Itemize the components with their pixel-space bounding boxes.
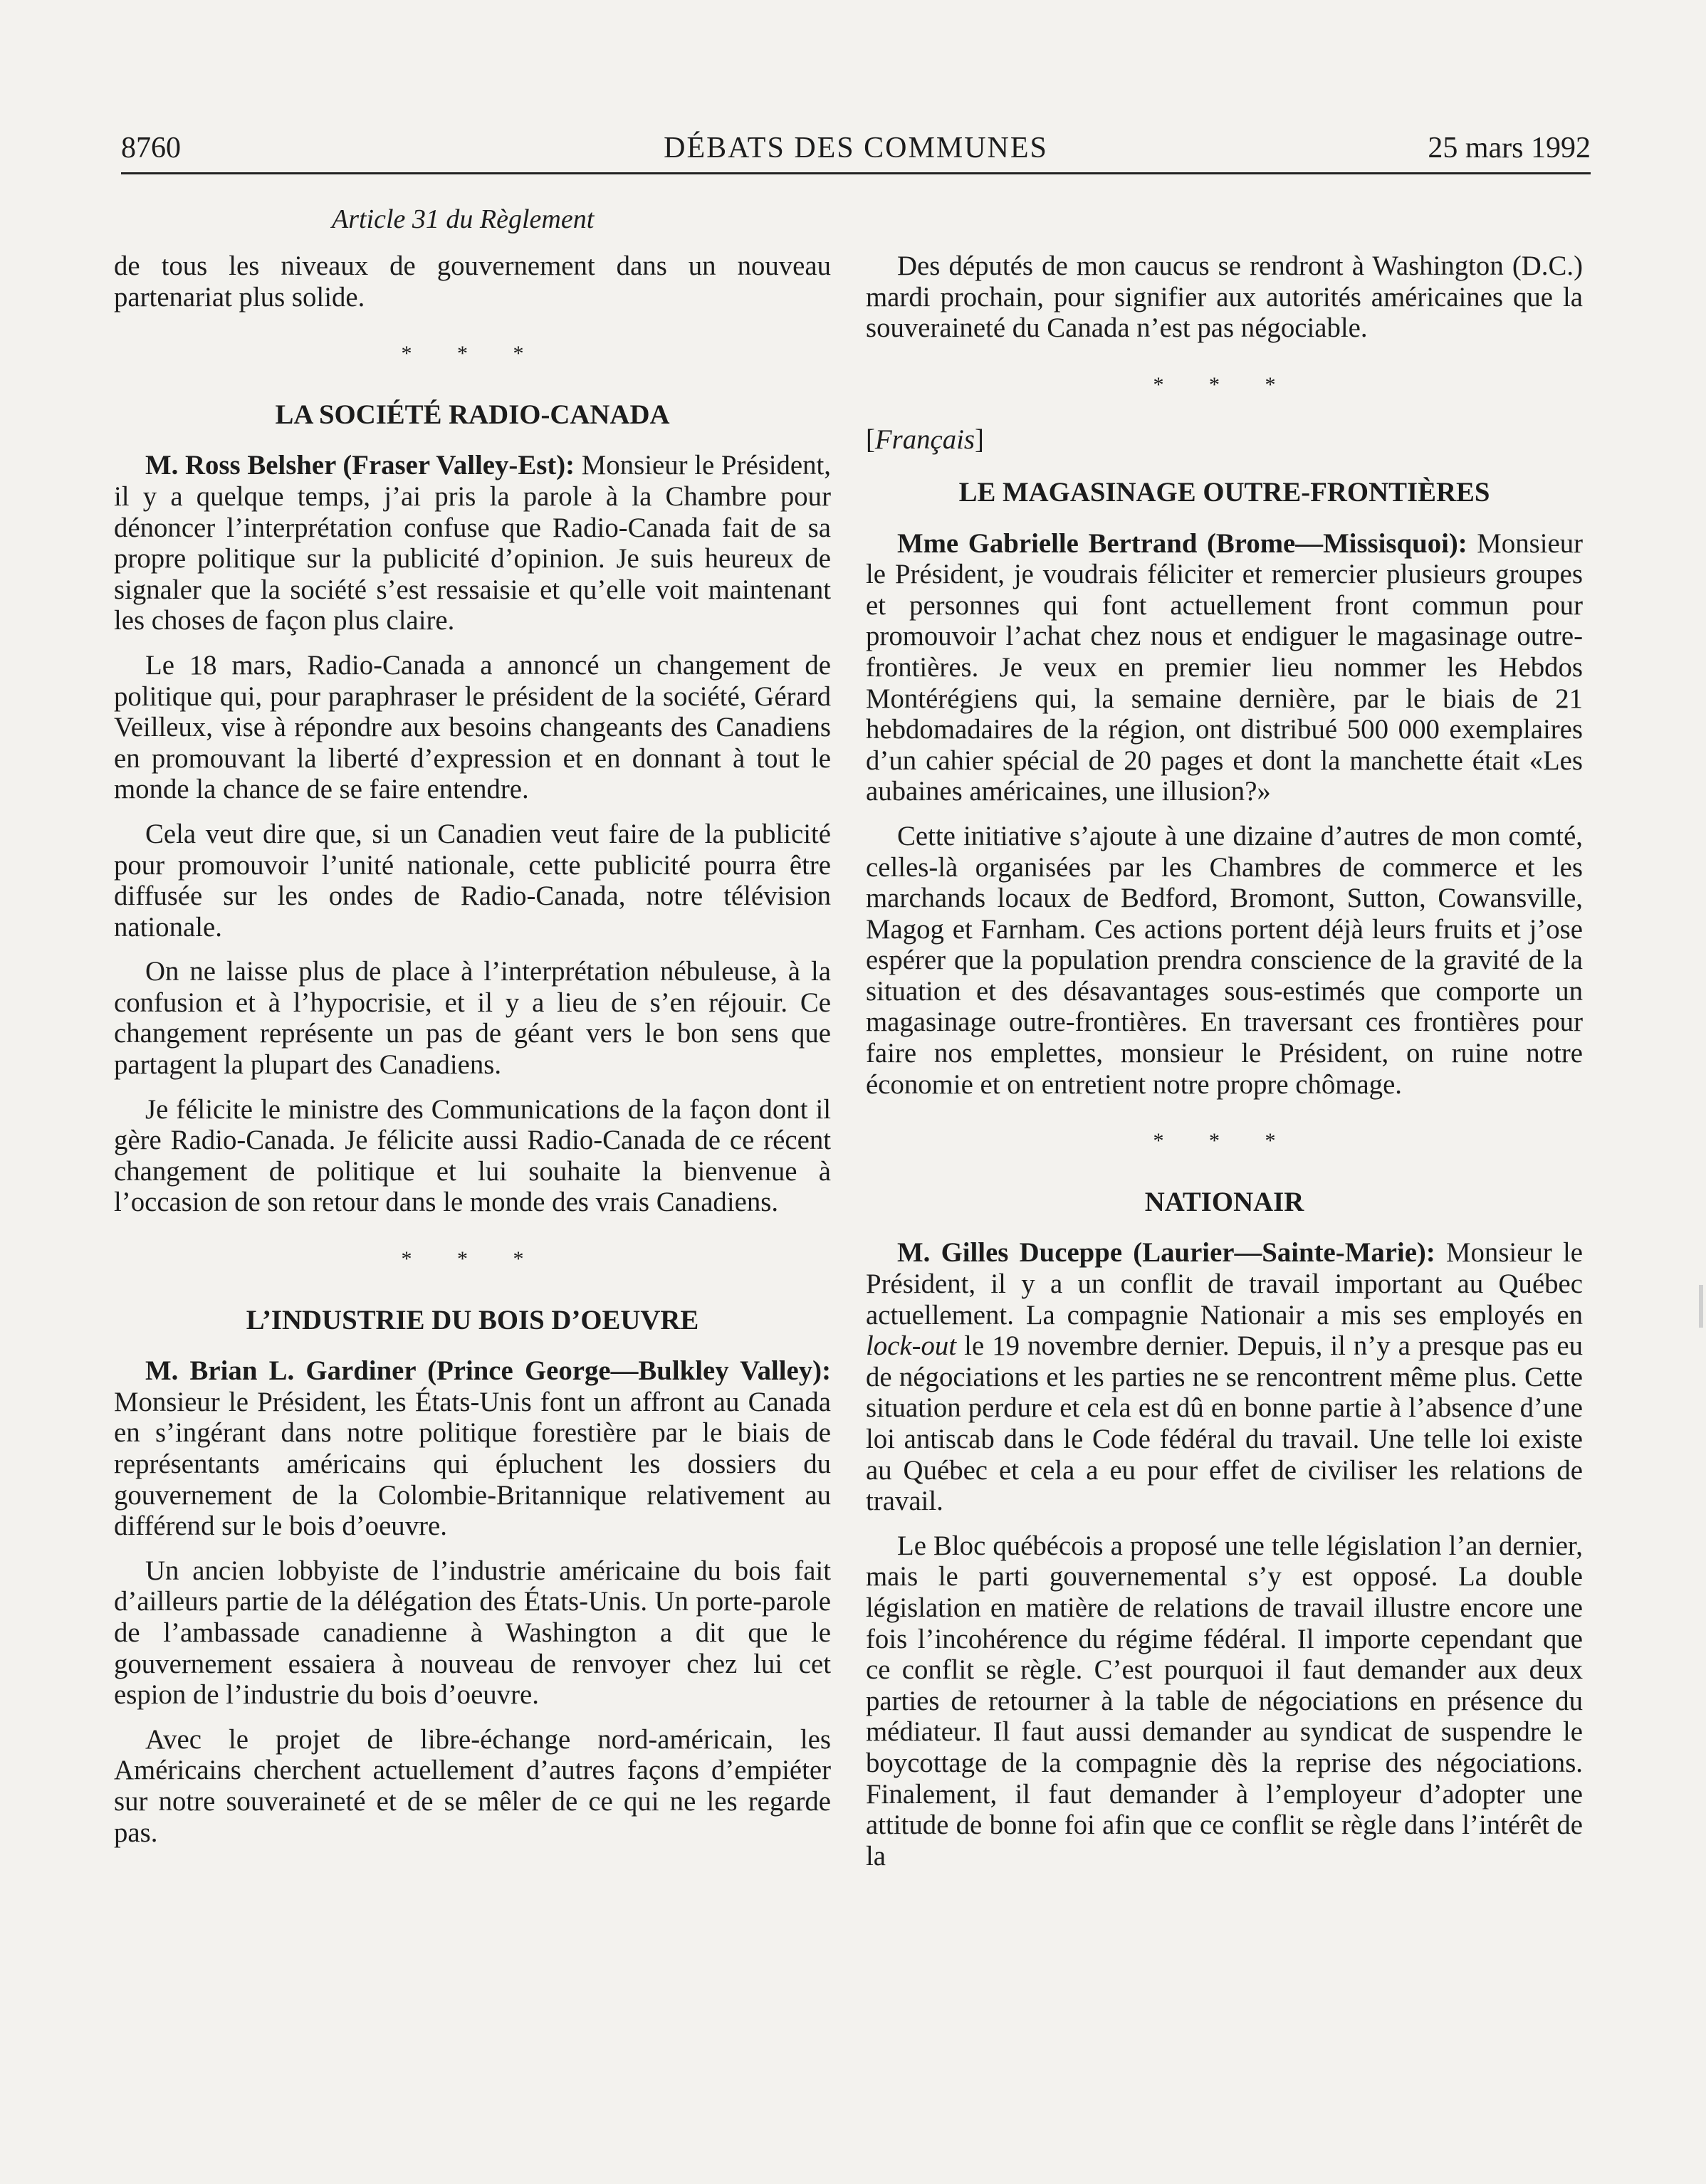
paragraph-text: Monsieur le Président, je voudrais féliciter et remercier plusieurs groupes et personnes qui font actuellement front commun pour promouvoir l’achat chez nous et endiguer le magasinage outre-frontières. Je veux en premier lieu nommer les Hebdos Montérégiens qui, la semaine dernière, par le biais de 21 hebdomadaires de la région, ont distribué 500 000 exemplaires d’un cahier spécial de 20 pages et dont la manchette était «Les aubaines américaines, une illusion?» [866, 527, 1584, 807]
italic-term: lock-out [866, 1330, 957, 1362]
statement-paragraph [866, 1237, 1583, 1516]
statement-paragraph [866, 528, 1583, 807]
paragraph-text: Monsieur le Président, il y a quelque temps, j’ai pris la parole à la Chambre pour dénoncer l’interprétation confuse que Radio-Canada fait de sa propre politique sur la publicité d’opinion. Je suis heureux de signaler que la société s’est ressaisie et qu’elle voit maintenant les choses de façon plus claire. [114, 450, 831, 636]
speaker-name: M. Ross Belsher (Fraser Valley-Est): [145, 450, 575, 481]
section-separator: * * * [1153, 372, 1296, 397]
paragraph-text: le 19 novembre dernier. Depuis, il n’y a presque pas eu de négociations et les parties ne se rencontrent même plus. Cette situation perdure et cela est dû en bonne partie à l’absence d’une loi antiscab dans le Code fédéral du travail. Une telle loi existe au Québec et cela a eu pour effet de civiliser les relations de travail. [866, 1330, 1583, 1517]
language-label: Français [874, 424, 975, 456]
issue-date: 25 mars 1992 [1428, 132, 1591, 164]
speaker-name: M. Gilles Duceppe (Laurier—Sainte-Marie): [897, 1237, 1435, 1269]
statement-paragraph: Cette initiative s’ajoute à une dizaine d’autres de mon comté, celles-là organisées par les Chambres de commerce et les marchands locaux de Bedford, Bromont, Sutton, Cowansville, Magog et Farnham. Ces actions portent déjà leurs fruits et j’ose espérer que la population prendra conscience de la gravité de la situation et des désavantages sous-estimés que comporte un magasinage outre-frontières. En traversant ces frontières pour faire nos emplettes, monsieur le Président, on ruine notre économie et on entretient notre propre chômage. [866, 820, 1583, 1100]
statement-paragraph [114, 450, 831, 636]
statement-radio-canada [114, 450, 831, 1218]
statement-paragraph: Le 18 mars, Radio-Canada a annoncé un changement de politique qui, pour paraphraser le président de la société, Gérard Veilleux, vise à répondre aux besoins changeants des Canadiens en promouvant la liberté d’expression et en donnant à tout le monde la chance de se faire entendre. [114, 649, 831, 805]
scan-edge-mark [1699, 1285, 1703, 1328]
section-title-softwood-lumber: L’INDUSTRIE DU BOIS D’OEUVRE [246, 1304, 699, 1335]
speaker-name: Mme Gabrielle Bertrand (Brome—Missisquoi): [897, 527, 1467, 559]
page-header [121, 127, 1591, 174]
section-separator: * * * [1153, 1129, 1296, 1153]
standing-order-caption: Article 31 du Règlement [332, 204, 595, 234]
statement-paragraph: On ne laisse plus de place à l’interprétation nébuleuse, à la confusion et à l’hypocrisie, et il y a lieu de s’en réjouir. Ce changement représente un pas de géant vers le bon sens que partagent la plupart des Canadiens. [114, 956, 831, 1081]
statement-cross-border-shopping [866, 528, 1583, 1101]
right-column [866, 251, 1583, 1871]
statement-paragraph: Je félicite le ministre des Communications de la façon dont il gère Radio-Canada. Je félicite aussi Radio-Canada de ce récent changement de politique et lui souhaite la bienvenue à l’occasion de son retour dans le monde des vrais Canadiens. [114, 1093, 831, 1218]
language-marker [866, 424, 1583, 456]
statement-paragraph: Un ancien lobbyiste de l’industrie américaine du bois fait d’ailleurs partie de la délégation des États-Unis. Un porte-parole de l’ambassade canadienne à Washington a dit que le gouvernement essaiera à nouveau de renvoyer chez lui cet espion de l’industrie du bois d’oeuvre. [114, 1555, 831, 1711]
paragraph-text: Monsieur le Président, les États-Unis font un affront au Canada en s’ingérant dans notre politique forestière par le biais de représentants américains qui épluchent les dossiers du gouvernement de la Colombie-Britannique relativement au différend sur le bois d’oeuvre. [114, 1386, 831, 1542]
page-number: 8760 [121, 132, 181, 164]
speaker-name: M. Brian L. Gardiner (Prince George—Bulkley Valley): [145, 1355, 831, 1387]
statement-nationair [866, 1237, 1583, 1871]
section-title-cross-border-shopping: LE MAGASINAGE OUTRE-FRONTIÈRES [958, 476, 1490, 508]
journal-title: DÉBATS DES COMMUNES [664, 132, 1048, 164]
section-title-radio-canada: LA SOCIÉTÉ RADIO-CANADA [275, 399, 670, 430]
bracket: [ [866, 424, 875, 456]
statement-softwood-lumber [114, 1355, 831, 1848]
left-column [114, 251, 831, 1848]
bracket: ] [975, 424, 984, 456]
statement-paragraph: Avec le projet de libre-échange nord-américain, les Américains cherchent actuellement d’autres façons d’empiéter sur notre souveraineté et de se mêler de ce qui ne les regarde pas. [114, 1723, 831, 1848]
statement-paragraph [114, 1355, 831, 1542]
section-separator: * * * [401, 1247, 544, 1271]
statement-paragraph: Cela veut dire que, si un Canadien veut faire de la publicité pour promouvoir l’unité nationale, cette publicité pourra être diffusée sur les ondes de Radio-Canada, notre télévision nationale. [114, 818, 831, 943]
paragraph-text: Monsieur le Président, il y a un conflit de travail important au Québec actuellement. La compagnie Nationair a mis ses employés en [866, 1237, 1583, 1330]
section-separator: * * * [401, 342, 544, 366]
section-title-nationair: NATIONAIR [1144, 1186, 1304, 1217]
continued-paragraph: de tous les niveaux de gouvernement dans un nouveau partenariat plus solide. [114, 251, 831, 313]
continued-paragraph: Des députés de mon caucus se rendront à Washington (D.C.) mardi prochain, pour signifier aux autorités américaines que la souveraineté du Canada n’est pas négociable. [866, 251, 1583, 344]
statement-paragraph: Le Bloc québécois a proposé une telle législation l’an dernier, mais le parti gouvernemental s’y est opposé. La double législation en matière de relations de travail illustre encore une fois l’incohérence du régime fédéral. Il importe cependant que ce conflit se règle. C’est pourquoi il faut demander aux deux parties de retourner à la table de négociations en présence du médiateur. Il faut aussi demander au syndicat de suspendre le boycottage de la compagnie dès la reprise des négociations. Finalement, il faut demander à l’employeur d’adopter une attitude de bonne foi afin que ce conflit se règle dans l’intérêt de la [866, 1530, 1583, 1871]
